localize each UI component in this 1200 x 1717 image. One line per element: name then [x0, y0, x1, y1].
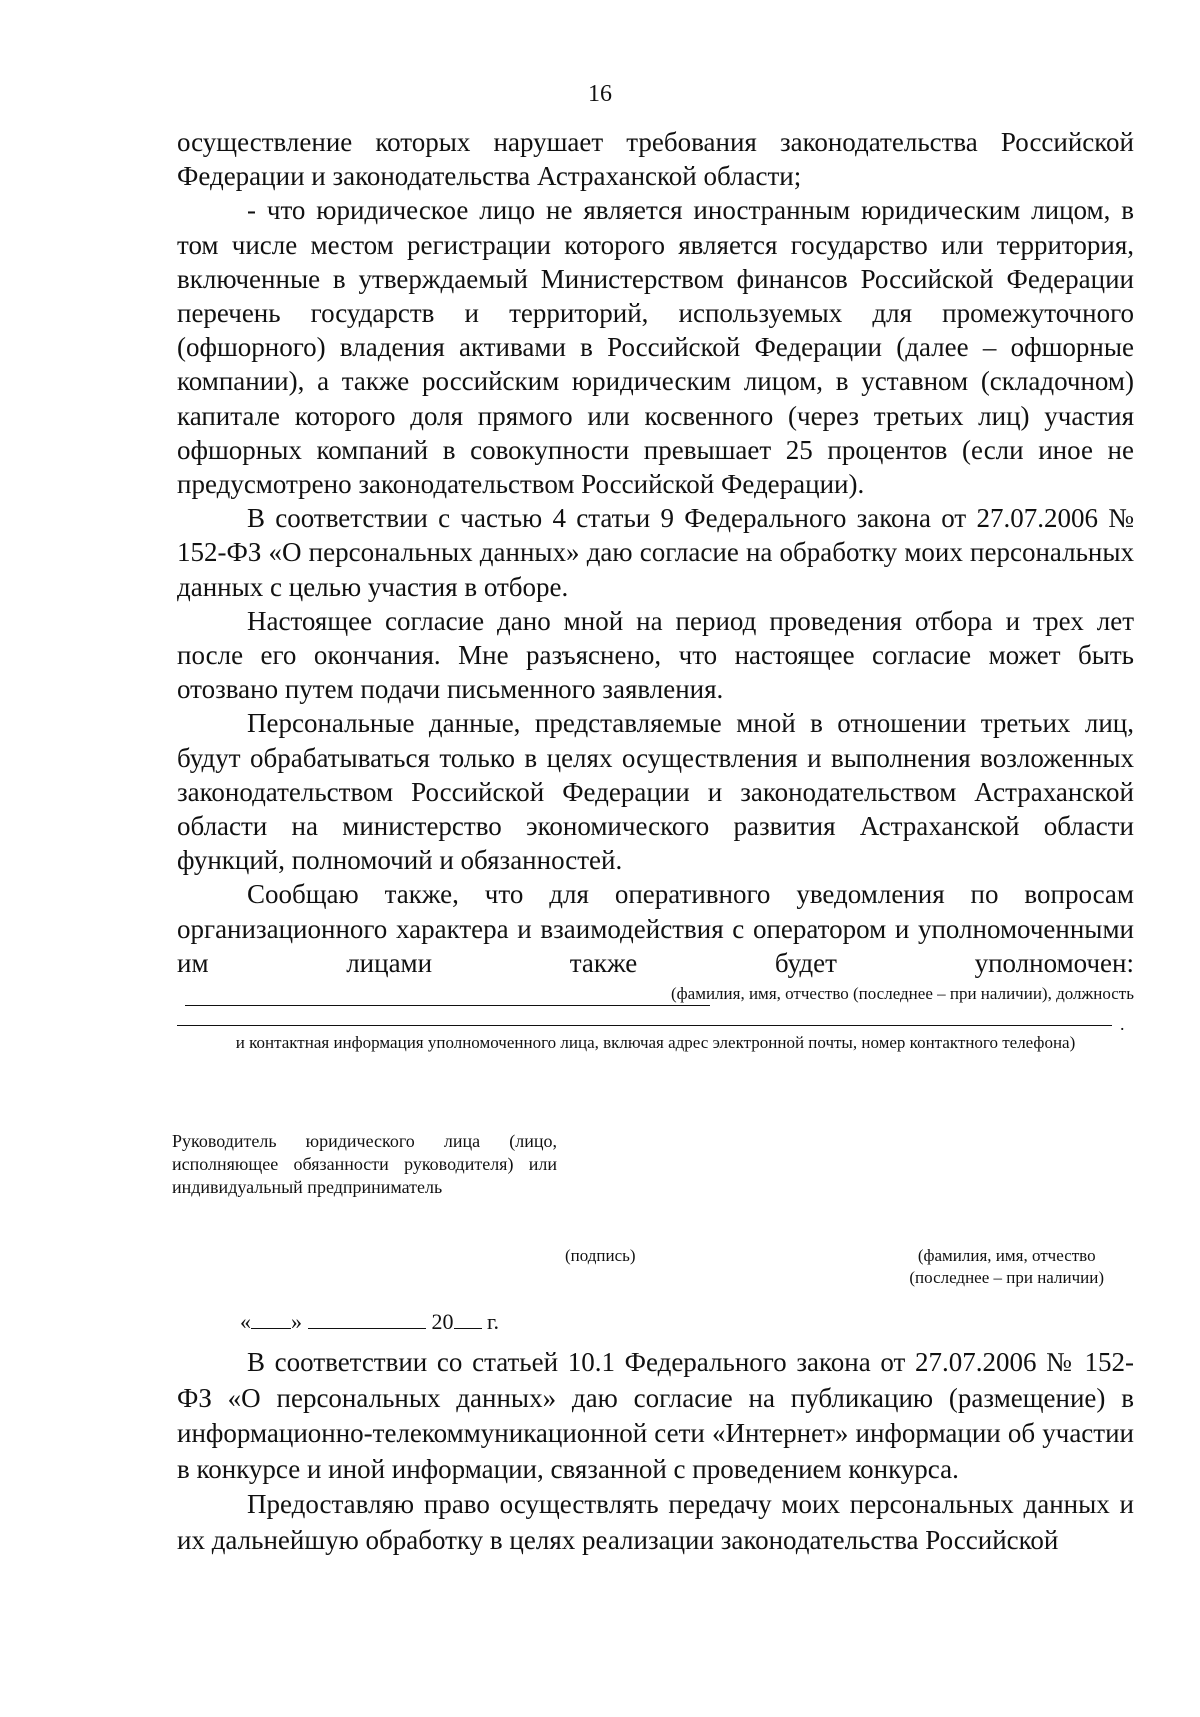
paragraph-offshore: - что юридическое лицо не является иностранным юридическим лицом, в том числе местом регистрации которого является государство или территория, включенные в утверждаемый Министерством финансов Российской Федерации перечень государств и территорий, используемых для промежуточного (офшорного) владения активами в Российской Федерации (далее – офшорные компании), а также российским юридическим лицом, в уставном (складочном) капитале которого доля прямого или косвенного (через третьих лиц) участия офшорных компаний в совокупности превышает 25 процентов (если иное не предусмотрено законодательством Российской Федерации). — [177, 195, 1134, 500]
line-end-dot: . — [1120, 1014, 1125, 1034]
date-century: 20 — [431, 1309, 454, 1334]
date-day-field[interactable] — [251, 1308, 291, 1329]
date-year-field[interactable] — [454, 1308, 482, 1329]
fio-caption-line-1: (фамилия, имя, отчество — [917, 1246, 1096, 1265]
date-line — [240, 1308, 499, 1335]
fio-caption — [909, 1245, 1104, 1289]
paragraph-consent-processing: В соответствии с частью 4 статьи 9 Федерального закона от 27.07.2006 № 152-ФЗ «О персональных данных» даю согласие на обработку моих персональных данных с целью участия в отборе. — [177, 503, 1134, 602]
authorized-person-field[interactable] — [185, 981, 710, 1006]
date-close-quote: » — [291, 1309, 302, 1334]
authorized-person-text: Сообщаю также, что для оперативного уведомления по вопросам организационного характера и взаимодействия с оператором и уполномоченными им лицами также будет уполномочен: — [177, 879, 1134, 978]
date-year-suffix: г. — [487, 1309, 500, 1334]
authorized-person-caption: (фамилия, имя, отчество (последнее – при наличии), должность — [670, 984, 1134, 1003]
paragraph-consent-period: Настоящее согласие дано мной на период проведения отбора и трех лет после его окончания. Мне разъяснено, что настоящее согласие может быть отозвано путем подачи письменного заявления. — [177, 605, 1134, 705]
paragraph-continuation: осуществление которых нарушает требования законодательства Российской Федерации и законодательства Астраханской области; — [177, 127, 1134, 192]
date-month-field[interactable] — [308, 1308, 426, 1329]
contact-info-field[interactable] — [177, 1025, 1112, 1026]
date-open-quote: « — [240, 1309, 251, 1334]
fio-caption-line-2: (последнее – при наличии) — [909, 1268, 1104, 1287]
contact-info-caption: и контактная информация уполномоченного лица, включая адрес электронной почты, номер контактного телефона) — [235, 1033, 1076, 1052]
publication-consent-block — [177, 1345, 1134, 1558]
paragraph-data-transfer: Предоставляю право осуществлять передачу моих персональных данных и их дальнейшую обработку в целях реализации законодательства Российской — [177, 1489, 1134, 1555]
paragraph-third-parties: Персональные данные, представляемые мной в отношении третьих лиц, будут обрабатываться только в целях осуществления и выполнения возложенных законодательством Российской Федерации и законодательством Астраханской области на министерство экономического развития Астраханской области функций, полномочий и обязанностей. — [177, 708, 1134, 876]
signature-caption: (подпись) — [565, 1246, 636, 1265]
consent-text-block — [177, 125, 1134, 1014]
signer-label: Руководитель юридического лица (лицо, исполняющее обязанности руководителя) или индивидуальный предприниматель — [172, 1131, 557, 1197]
paragraph-publication-consent: В соответствии со статьей 10.1 Федерального закона от 27.07.2006 № 152-ФЗ «О персональных данных» даю согласие на публикацию (размещение) в информационно-телекоммуникационной сети «Интернет» информации об участии в конкурсе и иной информации, связанной с проведением конкурса. — [177, 1347, 1134, 1484]
page-number: 16 — [588, 81, 612, 107]
